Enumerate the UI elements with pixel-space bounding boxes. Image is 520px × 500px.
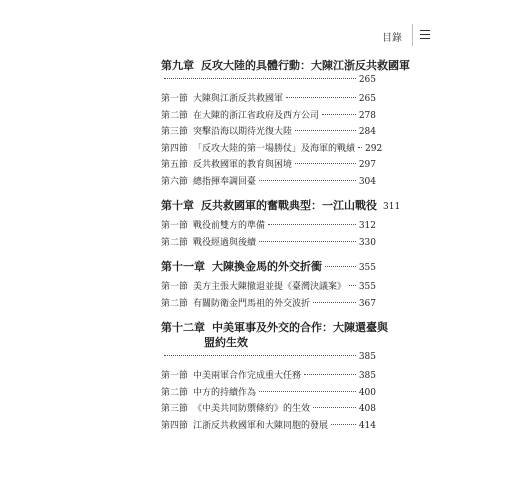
chapter-page-number: 265 — [358, 75, 376, 85]
chapter-title-link[interactable] — [161, 259, 376, 276]
section-page-number: 278 — [358, 110, 376, 121]
section-page-number: 304 — [358, 176, 376, 187]
section-link[interactable] — [161, 418, 376, 435]
dot-leader — [313, 407, 356, 408]
dot-leader — [268, 224, 356, 225]
chapter-title-link[interactable] — [161, 320, 388, 335]
dot-leader — [322, 114, 356, 115]
dot-leader — [295, 130, 356, 131]
section-number: 第四節 — [161, 143, 189, 154]
section-page-number: 355 — [358, 282, 376, 292]
section-link[interactable] — [161, 401, 376, 418]
chapter-page-number: 311 — [383, 202, 401, 212]
section-page-number: 330 — [358, 237, 376, 248]
dot-leader — [331, 424, 356, 425]
dot-leader — [286, 97, 356, 98]
chapter-number: 第十二章 — [161, 321, 205, 334]
chapter-page-number: 385 — [358, 352, 376, 362]
section-number: 第一節 — [161, 371, 189, 381]
dot-leader — [295, 163, 356, 164]
section-link[interactable] — [161, 235, 376, 252]
section-link[interactable] — [161, 279, 376, 296]
dot-leader — [259, 241, 356, 242]
chapter-title-link[interactable] — [161, 58, 410, 73]
chapter-title-link[interactable] — [161, 198, 401, 215]
section-link[interactable] — [161, 141, 383, 158]
section-number: 第六節 — [161, 176, 189, 187]
chapter-number: 第十一章 — [161, 260, 205, 273]
chapter-title: 中美軍事及外交的合作：大陳還臺與 — [212, 321, 388, 334]
hamburger-menu-icon[interactable] — [420, 27, 430, 41]
chapter-entry — [161, 320, 388, 434]
section-page-number: 292 — [365, 143, 383, 154]
chapter-title-continued-text: 盟約生效 — [204, 336, 248, 349]
section-link[interactable] — [161, 368, 376, 385]
section-number: 第四節 — [161, 420, 189, 431]
dot-leader — [325, 266, 356, 267]
section-link[interactable] — [161, 91, 376, 108]
section-title: 中美兩軍合作完成重大任務 — [193, 371, 302, 381]
dot-leader — [358, 147, 362, 148]
chapter-title: 大陳換金馬的外交折衝 — [212, 260, 322, 273]
chapter-page-number: 355 — [358, 263, 376, 273]
section-page-number: 312 — [358, 221, 376, 231]
section-number: 第三節 — [161, 404, 189, 414]
toc-button[interactable]: 目錄 — [382, 33, 402, 44]
section-link[interactable] — [161, 296, 376, 313]
section-number: 第二節 — [161, 298, 189, 309]
chapter-page-line[interactable] — [161, 350, 376, 365]
section-page-number: 385 — [358, 371, 376, 381]
section-page-number: 400 — [358, 387, 376, 398]
section-page-number: 367 — [358, 298, 376, 309]
chapter-entry — [161, 198, 401, 251]
section-number: 第二節 — [161, 387, 189, 398]
section-number: 第二節 — [161, 237, 189, 248]
section-link[interactable] — [161, 174, 376, 191]
chapter-entry — [161, 259, 376, 312]
section-title: 大陳與江浙反共救國軍 — [193, 94, 284, 104]
section-page-number: 265 — [358, 94, 376, 104]
dot-leader — [313, 302, 356, 303]
section-number: 第三節 — [161, 127, 189, 137]
dot-leader — [259, 180, 356, 181]
chapter-title: 反攻大陸的具體行動：大陳江浙反共救國軍 — [201, 59, 410, 72]
section-number: 第五節 — [161, 160, 189, 170]
section-title: 有關防衛金門馬祖的外交波折 — [193, 298, 311, 309]
section-title: 美方主張大陳撤退並提《臺灣決議案》 — [193, 282, 347, 292]
chapter-number: 第十章 — [161, 199, 194, 212]
section-page-number: 297 — [358, 160, 376, 170]
chapter-page-line[interactable] — [161, 73, 376, 88]
section-title: 戰役前雙方的準備 — [193, 221, 266, 231]
chapter-number: 第九章 — [161, 59, 194, 72]
chapter-title: 反共救國軍的奮戰典型：一江山戰役 — [201, 199, 377, 212]
section-title: 戰役經過與後續 — [193, 237, 257, 248]
section-number: 第一節 — [161, 221, 189, 231]
dot-leader — [259, 391, 356, 392]
section-link[interactable] — [161, 124, 376, 141]
section-title: 反共救國軍的教育與困境 — [193, 160, 293, 170]
section-number: 第一節 — [161, 94, 189, 104]
section-page-number: 284 — [358, 127, 376, 137]
toolbar-divider — [412, 24, 413, 46]
dot-leader — [304, 374, 356, 375]
section-title: 總指揮奉調回臺 — [193, 176, 257, 187]
table-of-contents — [161, 58, 410, 442]
chapter-title-continued[interactable] — [161, 335, 376, 350]
chapter-entry — [161, 58, 410, 190]
section-title: 「反攻大陸的第一場勝仗」及海軍的戰績 — [193, 143, 356, 154]
section-number: 第一節 — [161, 282, 189, 292]
section-link[interactable] — [161, 108, 376, 125]
dot-leader — [349, 285, 356, 286]
section-title: 在大陳的浙江省政府及西方公司 — [193, 110, 320, 121]
section-link[interactable] — [161, 385, 376, 402]
section-link[interactable] — [161, 157, 376, 174]
section-page-number: 414 — [358, 420, 376, 431]
dot-leader — [164, 78, 356, 79]
section-title: 江浙反共救國軍和大陳同胞的發展 — [193, 420, 329, 431]
section-number: 第二節 — [161, 110, 189, 121]
dot-leader — [164, 355, 356, 356]
section-title: 《中美共同防禦條約》的生效 — [193, 404, 311, 414]
section-page-number: 408 — [358, 404, 376, 414]
section-link[interactable] — [161, 218, 376, 235]
section-title: 突擊沿海以期待光復大陸 — [193, 127, 293, 137]
section-title: 中方的持續作為 — [193, 387, 257, 398]
